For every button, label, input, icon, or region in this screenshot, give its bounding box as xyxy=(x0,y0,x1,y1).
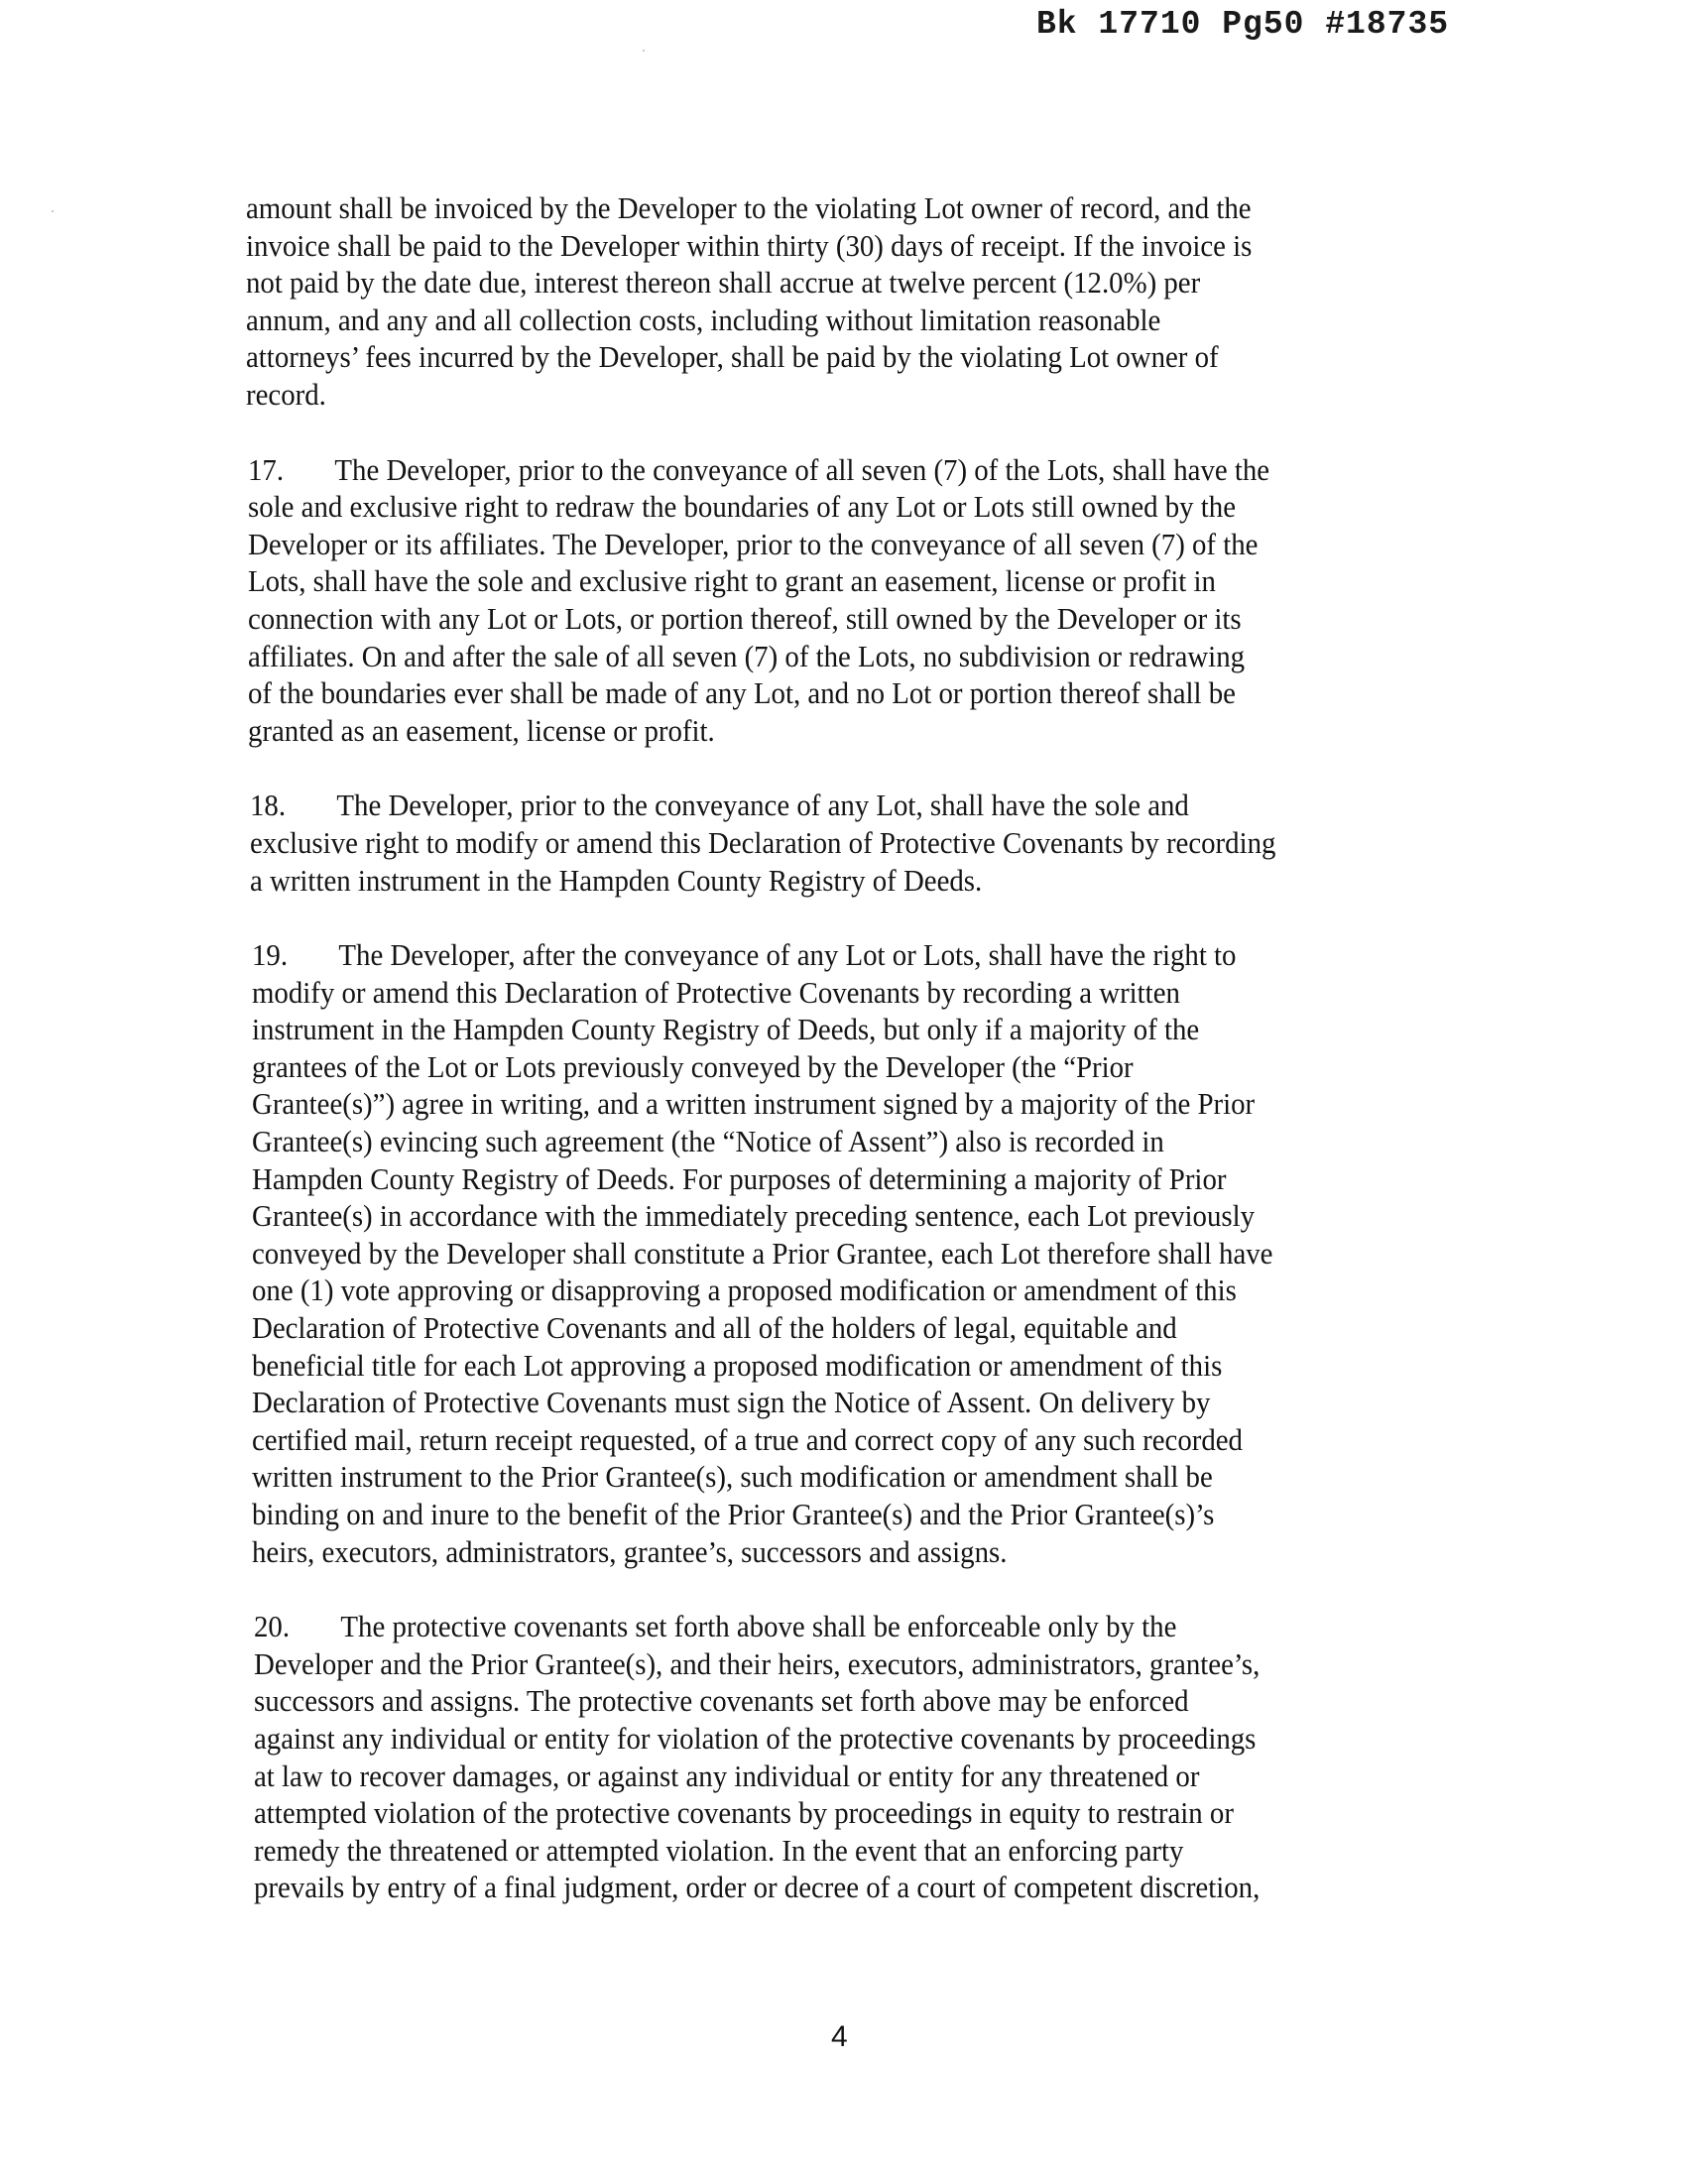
text-line: binding on and inure to the benefit of the Prior Grantee(s) and the Prior Grantee(s)’s xyxy=(252,1497,1215,1531)
text-line: Grantee(s) in accordance with the immediately preceding sentence, each Lot previously xyxy=(252,1198,1256,1234)
text-line: heirs, executors, administrators, grantee’s, successors and assigns. xyxy=(252,1533,1008,1569)
text-line: against any individual or entity for violation of the protective covenants by proceedings xyxy=(254,1720,1257,1756)
text-line: grantees of the Lot or Lots previously conveyed by the Developer (the “Prior xyxy=(252,1048,1134,1084)
text-line: granted as an easement, license or profit. xyxy=(248,712,715,748)
text-line: exclusive right to modify or amend this Declaration of Protective Covenants by recording xyxy=(250,824,1276,860)
section-number: 17. xyxy=(248,451,285,487)
text-line: attorneys’ fees incurred by the Developer, shall be paid by the violating Lot owner of xyxy=(246,339,1219,375)
text-line: of the boundaries ever shall be made of any Lot, and no Lot or portion thereof shall be xyxy=(248,675,1236,711)
text-line: successors and assigns. The protective covenants set forth above may be enforced xyxy=(254,1683,1189,1719)
text-line-content: The Developer, prior to the conveyance of all seven (7) of the Lots, shall have the xyxy=(334,451,1270,487)
scan-speck xyxy=(52,210,54,212)
text-line: certified mail, return receipt requested, of a true and correct copy of any such recorded xyxy=(252,1421,1243,1457)
text-line: instrument in the Hampden County Registry of Deeds, but only if a majority of the xyxy=(252,1012,1200,1047)
text-line: annum, and any and all collection costs, including without limitation reasonable xyxy=(246,302,1161,337)
text-line: one (1) vote approving or disapproving a proposed modification or amendment of this xyxy=(252,1273,1237,1308)
text-line: Developer and the Prior Grantee(s), and their heirs, executors, administrators, grantee’s, xyxy=(254,1645,1261,1681)
text-line: written instrument to the Prior Grantee(s), such modification or amendment shall be xyxy=(252,1459,1213,1495)
text-line-content: The protective covenants set forth above shall be enforceable only by the xyxy=(340,1609,1177,1644)
section-number: 19. xyxy=(252,937,289,973)
text-line-content: The Developer, after the conveyance of any Lot or Lots, shall have the right to xyxy=(338,937,1237,973)
text-line xyxy=(250,787,1389,824)
text-line: not paid by the date due, interest thereon shall accrue at twelve percent (12.0%) per xyxy=(246,265,1201,301)
text-line xyxy=(248,451,1389,489)
text-line: Hampden County Registry of Deeds. For purposes of determining a majority of Prior xyxy=(252,1160,1227,1196)
text-line: Grantee(s) evincing such agreement (the “Notice of Assent”) also is recorded in xyxy=(252,1124,1164,1159)
text-line: invoice shall be paid to the Developer within thirty (30) days of receipt. If the invoice is xyxy=(246,227,1253,263)
text-line: amount shall be invoiced by the Developer to the violating Lot owner of record, and the xyxy=(246,190,1252,225)
text-line: Declaration of Protective Covenants and all of the holders of legal, equitable and xyxy=(252,1310,1177,1346)
text-line: modify or amend this Declaration of Protective Covenants by recording a written xyxy=(252,974,1180,1010)
text-line: Declaration of Protective Covenants must sign the Notice of Assent. On delivery by xyxy=(252,1385,1211,1420)
text-line: attempted violation of the protective covenants by proceedings in equity to restrain or xyxy=(254,1795,1234,1831)
text-line: remedy the threatened or attempted violation. In the event that an enforcing party xyxy=(254,1832,1184,1868)
text-line: prevails by entry of a final judgment, order or decree of a court of competent discretion, xyxy=(254,1870,1261,1905)
text-line-content: The Developer, prior to the conveyance of any Lot, shall have the sole and xyxy=(336,788,1189,823)
text-line: connection with any Lot or Lots, or portion thereof, still owned by the Developer or its xyxy=(248,600,1242,636)
page-number: 4 xyxy=(831,2020,848,2053)
text-line: conveyed by the Developer shall constitute a Prior Grantee, each Lot therefore shall have xyxy=(252,1235,1273,1271)
scan-speck xyxy=(643,50,645,52)
document-body xyxy=(246,189,1476,1944)
text-line: sole and exclusive right to redraw the boundaries of any Lot or Lots still owned by the xyxy=(248,489,1237,525)
recording-stamp: Bk 17710 Pg50 #18735 xyxy=(1036,6,1450,43)
text-line xyxy=(254,1608,1390,1645)
paragraph-18 xyxy=(250,787,1476,899)
section-number: 20. xyxy=(254,1609,291,1644)
text-line: record. xyxy=(246,376,326,412)
text-line: a written instrument in the Hampden County Registry of Deeds. xyxy=(250,862,983,898)
paragraph-20 xyxy=(254,1608,1476,1906)
text-line: Developer or its affiliates. The Developer, prior to the conveyance of all seven (7) of the xyxy=(248,526,1259,561)
text-line xyxy=(252,936,1390,974)
text-line: beneficial title for each Lot approving a proposed modification or amendment of this xyxy=(252,1347,1223,1383)
text-line: Lots, shall have the sole and exclusive right to grant an easement, license or profit in xyxy=(248,563,1216,599)
paragraph-17 xyxy=(248,451,1476,750)
section-number: 18. xyxy=(250,788,287,823)
text-line: affiliates. On and after the sale of all seven (7) of the Lots, no subdivision or redrawing xyxy=(248,638,1246,673)
paragraph-19 xyxy=(252,936,1476,1570)
text-line: at law to recover damages, or against any individual or entity for any threatened or xyxy=(254,1758,1200,1793)
paragraph-continuation xyxy=(246,189,1476,414)
text-line: Grantee(s)”) agree in writing, and a written instrument signed by a majority of the Prior xyxy=(252,1086,1256,1122)
